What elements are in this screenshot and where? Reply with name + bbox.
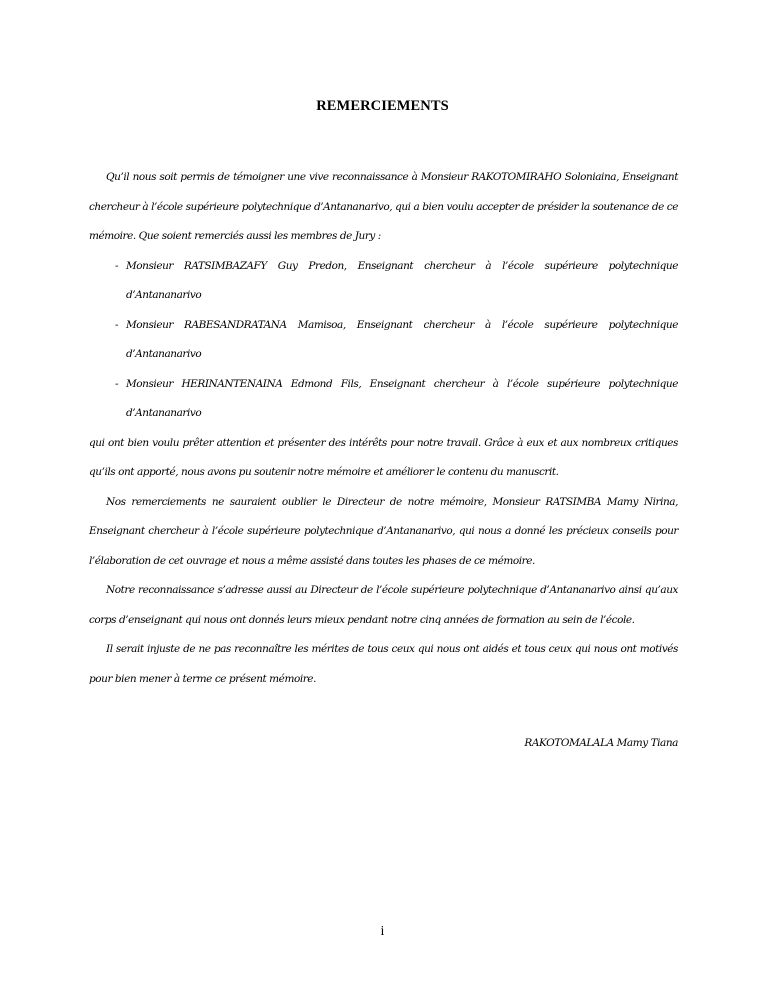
director-paragraph: Nos remerciements ne sauraient oublier le Directeur de notre mémoire, Monsieur RATSIMBA Mamy Nirina, Enseignant chercheur à l’école supérieure polytechnique d’Antananarivo, qui nous a donné les précieux conseils pour l’élaboration de cet ouvrage et nous a même assisté dans toutes les phases de ce mémoire. [89,495,678,567]
page-title: REMERCIEMENTS [316,97,449,114]
page-number: i [380,924,385,939]
acknowledgements-body [89,163,678,694]
jury-item [89,370,678,429]
jury-item [89,252,678,311]
jury-item-text: Monsieur RABESANDRATANA Mamisoa, Enseignant chercheur à l’école supérieure polytechnique d’Antananarivo [126,318,678,360]
list-bullet: - [115,377,119,390]
intro-paragraph: Qu’il nous soit permis de témoigner une vive reconnaissance à Monsieur RAKOTOMIRAHO Soloniaina, Enseignant chercheur à l’école supérieure polytechnique d’Antananarivo, qui a bien voulu accepter de présider la soutenance de ce mémoire. Que soient remerciés aussi les membres de Jury : [89,171,678,242]
jury-list [89,252,678,429]
closing-paragraph: Il serait injuste de ne pas reconnaître les mérites de tous ceux qui nous ont aidés et tous ceux qui nous ont motivés pour bien mener à terme ce présent mémoire. [89,643,678,685]
jury-item-text: Monsieur RATSIMBAZAFY Guy Predon, Enseignant chercheur à l’école supérieure polytechnique d’Antananarivo [126,259,678,301]
list-bullet: - [115,318,119,331]
jury-item-text: Monsieur HERINANTENAINA Edmond Fils, Enseignant chercheur à l’école supérieure polytechnique d’Antananarivo [126,377,678,419]
after-jury-paragraph: qui ont bien voulu prêter attention et présenter des intérêts pour notre travail. Grâce à eux et aux nombreux critiques qu’ils ont apporté, nous avons pu soutenir notre mémoire et améliorer le contenu du manuscrit. [89,436,678,478]
jury-item [89,311,678,370]
school-paragraph: Notre reconnaissance s’adresse aussi au Directeur de l’école supérieure polytechnique d’Antananarivo ainsi qu’aux corps d’enseignant qui nous ont donnés leurs mieux pendant notre cinq années de formation au sein de l’école. [89,584,678,626]
author-signature: RAKOTOMALALA Mamy Tiana [524,737,678,749]
list-bullet: - [115,259,119,272]
